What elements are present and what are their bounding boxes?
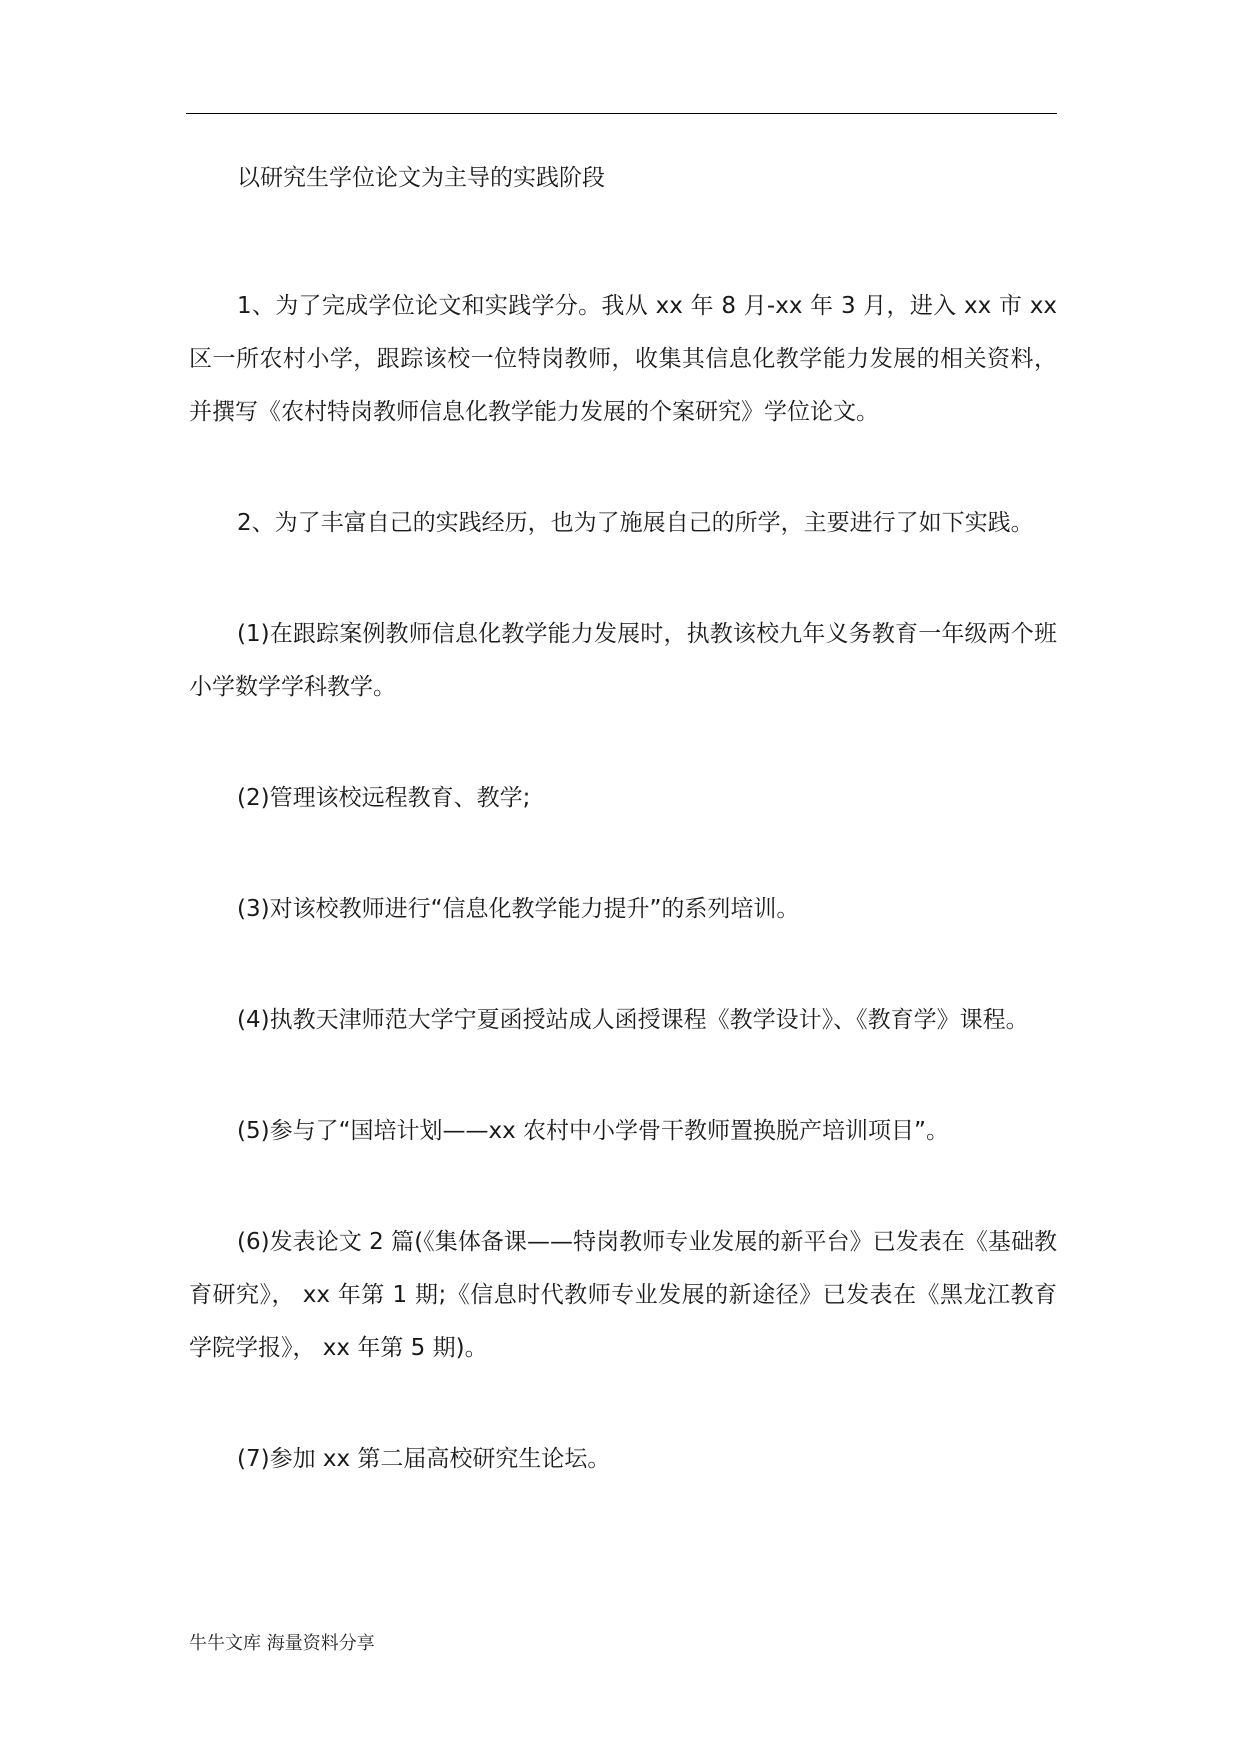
document-body [189, 152, 1057, 1544]
paragraph-item-3: (3)对该校教师进行“信息化教学能力提升”的系列培训。 [237, 896, 800, 922]
section-heading: 以研究生学位论文为主导的实践阶段 [237, 165, 605, 191]
paragraph-item-7: (7)参加 xx 第二届高校研究生论坛。 [237, 1446, 611, 1472]
paragraph-item-5: (5)参与了“国培计划——xx 农村中小学骨干教师置换脱产培训项目”。 [237, 1118, 949, 1144]
paragraph-item-1: (1)在跟踪案例教师信息化教学能力发展时，执教该校九年义务教育一年级两个班小学数学学科教学。 [189, 621, 1057, 700]
page-footer: 牛牛文库 海量资料分享 [189, 1633, 375, 1654]
paragraph-1: 1、为了完成学位论文和实践学分。我从 xx 年 8 月-xx 年 3 月，进入 xx 市 xx 区一所农村小学，跟踪该校一位特岗教师，收集其信息化教学能力发展的相关资料，并撰写《农村特岗教师信息化教学能力发展的个案研究》学位论文。 [189, 293, 1057, 425]
header-rule [186, 113, 1057, 114]
paragraph-2: 2、为了丰富自己的实践经历，也为了施展自己的所学，主要进行了如下实践。 [237, 510, 1034, 536]
paragraph-item-6: (6)发表论文 2 篇(《集体备课——特岗教师专业发展的新平台》已发表在《基础教育研究》， xx 年第 1 期;《信息时代教师专业发展的新途径》已发表在《黑龙江教育学院学报》， xx 年第 5 期)。 [189, 1229, 1057, 1361]
paragraph-item-4: (4)执教天津师范大学宁夏函授站成人函授课程《教学设计》、《教育学》课程。 [237, 1007, 1029, 1033]
paragraph-item-2: (2)管理该校远程教育、教学; [237, 785, 531, 811]
